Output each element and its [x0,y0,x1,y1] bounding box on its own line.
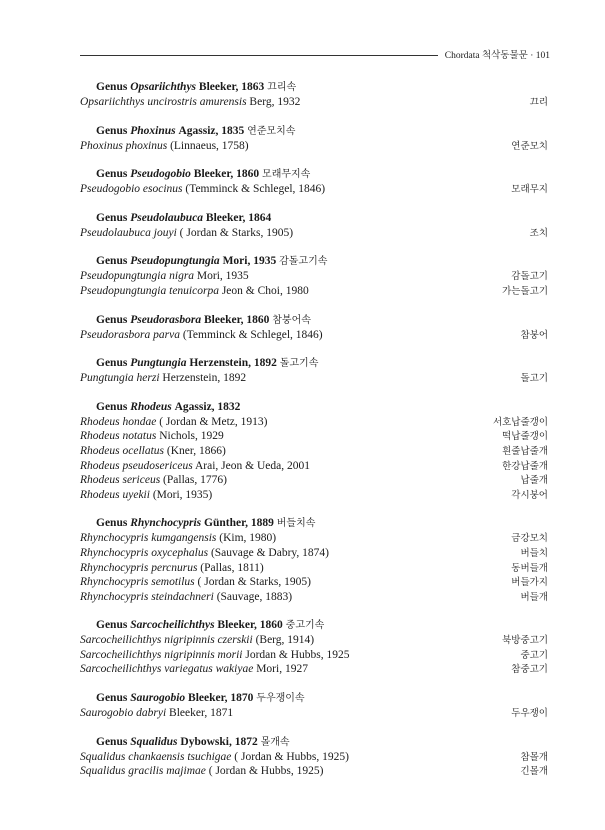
species-authority: Jeon & Choi, 1980 [221,284,309,297]
species-korean-name: 참몰개 [520,751,548,763]
species-name [80,226,293,241]
genus-block [80,400,548,503]
species-name [80,561,264,576]
species-authority: (Pallas, 1776) [163,474,227,487]
species-row [80,633,548,648]
species-korean-name: 흰줄납줄개 [502,445,548,457]
species-korean-name: 버들가지 [511,577,548,589]
species-korean-name: 금강모치 [511,533,548,545]
genus-authority: Bleeker, 1860 [204,313,270,326]
species-korean-name: 각시붕어 [511,489,548,501]
genus-label: Genus [96,735,128,748]
species-scientific-name: Rhynchocypris semotilus [80,576,195,589]
genus-authority: Günther, 1889 [204,517,274,530]
genus-label: Genus [96,168,128,181]
species-authority: (Temminck & Schlegel, 1846) [185,183,326,196]
species-korean-name: 조치 [529,227,548,239]
species-name [80,415,268,430]
species-list [80,80,548,793]
species-name [80,429,224,444]
genus-block [80,80,548,110]
species-name [80,95,300,110]
running-title: Chordata 척삭동물문 · 101 [444,51,550,61]
species-korean-name: 돌고기 [520,373,548,385]
species-row [80,561,548,576]
genus-name: Opsariichthys [130,81,197,93]
species-row [80,139,548,154]
genus-korean-name: 감돌고기속 [279,256,328,268]
species-korean-name: 끄리 [529,97,548,108]
species-row [80,429,548,444]
species-korean-name: 한강납줄개 [502,460,548,472]
genus-name: Squalidus [130,735,178,748]
genus-heading [80,124,548,139]
species-row [80,546,548,561]
genus-name: Pungtungia [130,357,187,370]
genus-name: Rhynchocypris [130,517,202,530]
genus-korean-name: 돌고기속 [279,358,319,370]
species-scientific-name: Saurogobio dabryi [80,707,167,720]
species-authority: (Kner, 1866) [166,444,226,457]
genus-heading [80,254,548,269]
species-row [80,648,548,663]
species-authority: ( Jordan & Hubbs, 1925) [208,765,324,778]
species-scientific-name: Sarcocheilichthys nigripinnis morii [80,648,243,661]
species-row [80,488,548,503]
species-row [80,182,548,197]
species-korean-name: 연준모치 [511,140,548,152]
species-name [80,633,314,648]
species-authority: ( Jordan & Metz, 1913) [159,415,268,428]
genus-block [80,254,548,298]
genus-authority: Mori, 1935 [222,255,277,268]
species-scientific-name: Pseudopungtungia nigra [80,270,195,283]
species-scientific-name: Pseudogobio esocinus [80,183,183,196]
genus-label: Genus [96,211,128,224]
species-name [80,269,249,284]
genus-block [80,691,548,721]
genus-name: Phoxinus [130,124,176,137]
species-authority: (Pallas, 1811) [200,561,264,574]
species-name [80,473,227,488]
species-row [80,415,548,430]
species-authority: Herzenstein, 1892 [162,372,247,385]
species-row [80,269,548,284]
genus-label: Genus [96,619,128,632]
species-korean-name: 떡납줄갱이 [502,431,548,443]
species-row [80,95,548,110]
genus-block [80,618,548,677]
species-name [80,459,310,474]
species-korean-name: 참붕어 [520,329,548,341]
species-korean-name: 버들개 [520,591,548,603]
species-korean-name: 참중고기 [511,664,548,676]
genus-heading [80,356,548,371]
species-scientific-name: Rhodeus sericeus [80,474,161,487]
genus-authority: Agassiz, 1832 [174,400,241,413]
genus-label: Genus [96,517,128,530]
genus-label: Genus [96,357,128,370]
species-scientific-name: Phoxinus phoxinus [80,139,168,152]
species-korean-name: 서호납줄갱이 [492,416,548,428]
species-row [80,371,548,386]
species-name [80,590,292,605]
species-name [80,284,309,299]
species-authority: ( Jordan & Starks, 1905) [197,576,311,589]
species-scientific-name: Rhynchocypris oxycephalus [80,546,209,559]
species-row [80,473,548,488]
species-name [80,531,276,546]
species-korean-name: 버들치 [520,547,548,559]
species-korean-name: 모래무지 [511,184,548,196]
genus-label: Genus [96,255,128,268]
species-korean-name: 중고기 [520,649,548,661]
species-name [80,371,246,386]
species-korean-name: 두우쟁이 [511,708,548,720]
genus-authority: Bleeker, 1864 [205,211,272,224]
species-authority: Jordan & Hubbs, 1925 [245,648,350,661]
species-name [80,575,311,590]
genus-authority: Bleeker, 1870 [188,692,254,705]
genus-name: Saurogobio [130,692,186,705]
genus-block [80,211,548,241]
species-korean-name: 납줄개 [520,475,548,487]
genus-block [80,735,548,779]
species-name [80,328,323,343]
species-authority: (Temminck & Schlegel, 1846) [182,328,323,341]
species-scientific-name: Pseudopungtungia tenuicorpa [80,284,219,297]
species-scientific-name: Rhynchocypris kumgangensis [80,532,217,545]
genus-korean-name: 끄리속 [267,82,297,93]
species-scientific-name: Rhodeus hondae [80,415,157,428]
species-name [80,648,350,663]
species-korean-name: 가는돌고기 [502,285,548,297]
genus-label: Genus [96,400,128,413]
species-name [80,764,323,779]
genus-heading [80,400,548,415]
species-row [80,750,548,765]
genus-authority: Bleeker, 1860 [193,168,260,181]
species-scientific-name: Rhynchocypris percnurus [80,561,198,574]
genus-heading [80,313,548,328]
genus-heading [80,691,548,706]
species-authority: (Linnaeus, 1758) [170,139,249,152]
species-scientific-name: Squalidus gracilis majimae [80,765,206,778]
species-row [80,706,548,721]
genus-authority: Dybowski, 1872 [180,735,258,748]
species-scientific-name: Squalidus chankaensis tsuchigae [80,750,232,763]
species-name [80,444,226,459]
species-scientific-name: Sarcocheilichthys nigripinnis czerskii [80,634,253,647]
species-row [80,764,548,779]
genus-block [80,356,548,386]
genus-heading [80,735,548,750]
species-name [80,750,349,765]
species-authority: Berg, 1932 [249,96,301,108]
genus-block [80,516,548,604]
species-korean-name: 동버들개 [511,562,548,574]
species-row [80,459,548,474]
species-scientific-name: Sarcocheilichthys variegatus wakiyae [80,663,254,676]
genus-heading [80,80,548,95]
genus-label: Genus [96,124,128,137]
species-row [80,284,548,299]
species-row [80,444,548,459]
genus-heading [80,516,548,531]
genus-korean-name: 두우쟁이속 [256,693,305,705]
genus-authority: Herzenstein, 1892 [189,357,277,370]
species-row [80,662,548,677]
species-korean-name: 감돌고기 [511,271,548,283]
genus-name: Rhodeus [130,400,172,413]
species-name [80,662,308,677]
species-authority: (Sauvage & Dabry, 1874) [210,546,329,559]
species-authority: Nichols, 1929 [159,430,224,443]
species-authority: Arai, Jeon & Ueda, 2001 [195,459,310,472]
genus-korean-name: 모래무지속 [262,169,311,181]
species-scientific-name: Rhodeus pseudosericeus [80,459,193,472]
species-name [80,488,212,503]
genus-korean-name: 중고기속 [285,620,325,632]
genus-name: Sarcocheilichthys [130,619,215,632]
species-authority: (Mori, 1935) [152,488,213,501]
species-scientific-name: Rhodeus uyekii [80,488,150,501]
species-scientific-name: Rhodeus notatus [80,430,157,443]
species-row [80,328,548,343]
species-name [80,182,325,197]
species-name [80,139,249,154]
genus-block [80,313,548,343]
genus-authority: Agassiz, 1835 [178,124,245,137]
genus-korean-name: 버들치속 [276,518,316,530]
species-scientific-name: Rhynchocypris steindachneri [80,590,214,603]
species-row [80,590,548,605]
species-authority: ( Jordan & Starks, 1905) [179,226,294,239]
genus-heading [80,167,548,182]
species-scientific-name: Rhodeus ocellatus [80,444,164,457]
species-authority: (Kim, 1980) [219,532,277,545]
species-authority: (Sauvage, 1883) [216,590,293,603]
genus-label: Genus [96,313,128,326]
species-scientific-name: Pungtungia herzi [80,372,160,385]
species-authority: Bleeker, 1871 [169,707,234,720]
species-row [80,531,548,546]
genus-name: Pseudorasbora [130,313,202,326]
header-rule [80,55,438,56]
genus-name: Pseudopungtungia [130,255,220,268]
genus-authority: Bleeker, 1863 [198,81,265,93]
genus-authority: Bleeker, 1860 [217,619,283,632]
genus-label: Genus [96,692,128,705]
genus-heading [80,211,548,226]
genus-korean-name: 몰개속 [260,736,290,748]
genus-korean-name: 연준모치속 [247,125,296,137]
genus-name: Pseudolaubuca [130,211,204,224]
species-authority: (Berg, 1914) [255,634,315,647]
genus-korean-name: 참붕어속 [272,314,311,326]
species-scientific-name: Opsariichthys uncirostris amurensis [80,96,247,108]
species-authority: ( Jordan & Hubbs, 1925) [234,750,349,763]
genus-heading [80,618,548,633]
species-row [80,226,548,241]
species-korean-name: 긴몰개 [520,766,548,778]
species-scientific-name: Pseudolaubuca jouyi [80,226,177,239]
running-header [80,46,550,62]
species-name [80,546,329,561]
genus-block [80,167,548,197]
species-name [80,706,233,721]
genus-name: Pseudogobio [130,168,191,181]
species-scientific-name: Pseudorasbora parva [80,328,180,341]
genus-label: Genus [96,81,128,93]
species-authority: Mori, 1935 [196,270,249,283]
species-row [80,575,548,590]
species-korean-name: 북방중고기 [502,635,548,647]
genus-block [80,124,548,154]
species-authority: Mori, 1927 [256,663,308,676]
